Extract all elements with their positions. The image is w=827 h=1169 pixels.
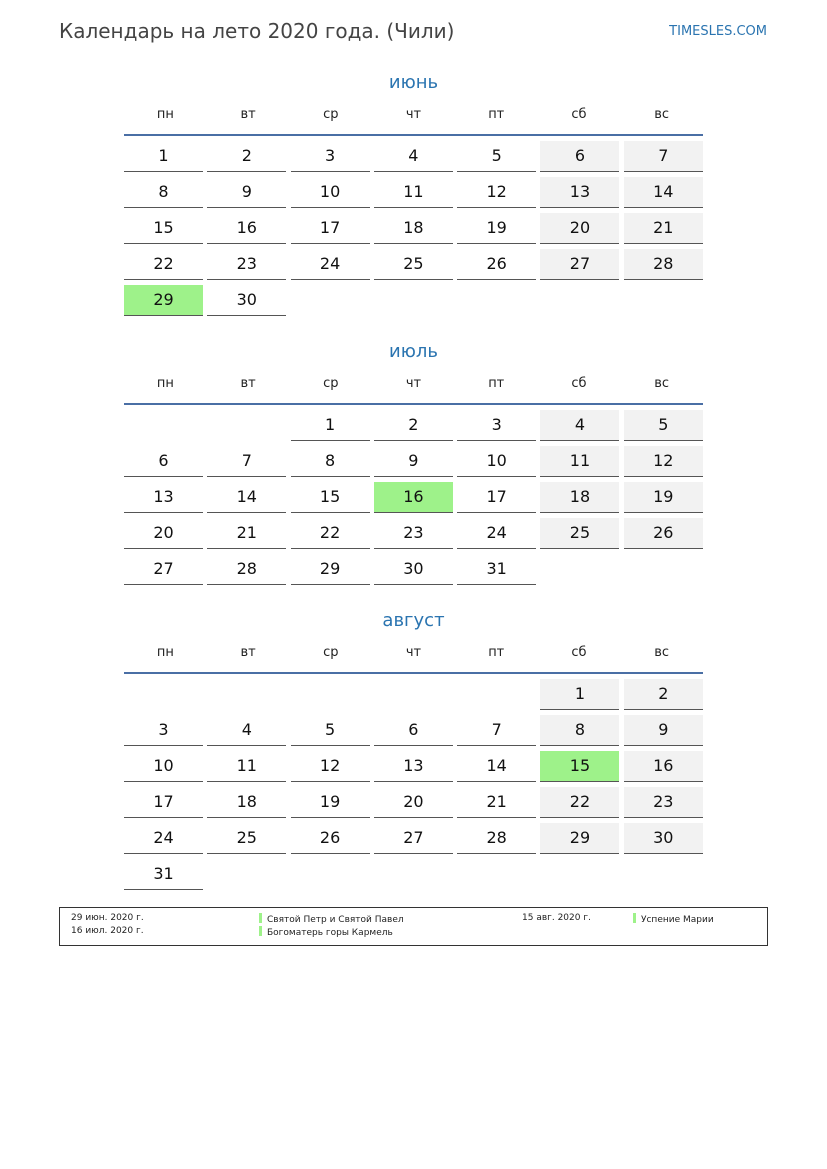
weekday-header <box>124 645 703 661</box>
day-cell: 20 <box>540 213 619 244</box>
day-cell: 15 <box>124 213 203 244</box>
day-cell: 13 <box>374 751 453 782</box>
header-divider <box>124 672 703 674</box>
month-title: июль <box>389 341 438 362</box>
weekday-label: пт <box>488 645 505 660</box>
day-cell: 23 <box>374 518 453 549</box>
day-cell: 10 <box>291 177 370 208</box>
weekday-label: чт <box>405 645 422 660</box>
weekday-label: вт <box>240 645 256 660</box>
day-cell: 16 <box>207 213 286 244</box>
day-cell: 20 <box>374 787 453 818</box>
weekday-label: чт <box>405 376 422 391</box>
day-cell: 2 <box>624 679 703 710</box>
day-cell: 2 <box>374 410 453 441</box>
day-cell: 29 <box>291 554 370 585</box>
holiday-day-cell: 15 <box>540 751 619 782</box>
day-cell: 7 <box>207 446 286 477</box>
day-cell: 6 <box>540 141 619 172</box>
weekday-label: ср <box>323 645 339 660</box>
day-cell: 24 <box>124 823 203 854</box>
legend-holiday <box>259 913 404 925</box>
day-cell: 22 <box>540 787 619 818</box>
day-cell: 5 <box>291 715 370 746</box>
day-cell: 19 <box>457 213 536 244</box>
days-grid <box>124 141 703 321</box>
day-cell: 26 <box>457 249 536 280</box>
days-grid <box>124 679 703 895</box>
day-cell: 19 <box>291 787 370 818</box>
day-cell: 3 <box>124 715 203 746</box>
holiday-day-cell: 29 <box>124 285 203 316</box>
day-cell: 21 <box>457 787 536 818</box>
page-title: Календарь на лето 2020 года. (Чили) <box>59 19 455 43</box>
weekday-label: сб <box>571 107 587 122</box>
weekday-label: чт <box>405 107 422 122</box>
day-cell: 6 <box>124 446 203 477</box>
holiday-marker <box>259 926 262 936</box>
month-title: август <box>382 610 445 631</box>
holiday-day-cell: 16 <box>374 482 453 513</box>
day-cell: 7 <box>624 141 703 172</box>
legend-holiday <box>259 926 393 938</box>
day-cell: 29 <box>540 823 619 854</box>
day-cell: 21 <box>207 518 286 549</box>
legend-holiday-name: Богоматерь горы Кармель <box>267 928 393 938</box>
day-cell: 9 <box>624 715 703 746</box>
empty-cell <box>124 410 203 441</box>
day-cell: 11 <box>374 177 453 208</box>
day-cell: 26 <box>624 518 703 549</box>
empty-cell <box>457 679 536 710</box>
weekday-label: вс <box>654 107 670 122</box>
day-cell: 12 <box>291 751 370 782</box>
day-cell: 26 <box>291 823 370 854</box>
day-cell: 14 <box>624 177 703 208</box>
day-cell: 25 <box>540 518 619 549</box>
day-cell: 25 <box>374 249 453 280</box>
day-cell: 27 <box>374 823 453 854</box>
empty-cell <box>374 679 453 710</box>
empty-cell <box>124 679 203 710</box>
weekday-label: пт <box>488 107 505 122</box>
day-cell: 14 <box>207 482 286 513</box>
day-cell: 17 <box>124 787 203 818</box>
day-cell: 11 <box>540 446 619 477</box>
weekday-header <box>124 376 703 392</box>
weekday-label: ср <box>323 376 339 391</box>
day-cell: 18 <box>207 787 286 818</box>
day-cell: 28 <box>207 554 286 585</box>
day-cell: 10 <box>457 446 536 477</box>
day-cell: 23 <box>207 249 286 280</box>
empty-cell <box>207 410 286 441</box>
day-cell: 27 <box>124 554 203 585</box>
day-cell: 31 <box>124 859 203 890</box>
weekday-label: вт <box>240 376 256 391</box>
day-cell: 22 <box>124 249 203 280</box>
weekday-header <box>124 107 703 123</box>
weekday-label: вс <box>654 645 670 660</box>
legend-holiday <box>633 913 714 925</box>
weekday-label: вс <box>654 376 670 391</box>
day-cell: 28 <box>624 249 703 280</box>
legend-date: 16 июл. 2020 г. <box>71 926 144 936</box>
day-cell: 20 <box>124 518 203 549</box>
day-cell: 3 <box>457 410 536 441</box>
day-cell: 12 <box>624 446 703 477</box>
day-cell: 30 <box>207 285 286 316</box>
day-cell: 19 <box>624 482 703 513</box>
legend-holiday-name: Успение Марии <box>641 915 714 925</box>
day-cell: 31 <box>457 554 536 585</box>
day-cell: 17 <box>291 213 370 244</box>
day-cell: 21 <box>624 213 703 244</box>
day-cell: 28 <box>457 823 536 854</box>
day-cell: 7 <box>457 715 536 746</box>
day-cell: 1 <box>291 410 370 441</box>
day-cell: 13 <box>124 482 203 513</box>
day-cell: 9 <box>207 177 286 208</box>
days-grid <box>124 410 703 590</box>
empty-cell <box>291 679 370 710</box>
weekday-label: сб <box>571 645 587 660</box>
weekday-label: пт <box>488 376 505 391</box>
day-cell: 23 <box>624 787 703 818</box>
day-cell: 6 <box>374 715 453 746</box>
month-title: июнь <box>388 72 439 93</box>
day-cell: 1 <box>540 679 619 710</box>
holiday-legend <box>59 907 768 946</box>
day-cell: 5 <box>624 410 703 441</box>
day-cell: 4 <box>207 715 286 746</box>
holiday-marker <box>633 913 636 923</box>
day-cell: 14 <box>457 751 536 782</box>
day-cell: 5 <box>457 141 536 172</box>
day-cell: 30 <box>374 554 453 585</box>
day-cell: 22 <box>291 518 370 549</box>
weekday-label: ср <box>323 107 339 122</box>
day-cell: 4 <box>540 410 619 441</box>
holiday-marker <box>259 913 262 923</box>
day-cell: 9 <box>374 446 453 477</box>
day-cell: 15 <box>291 482 370 513</box>
day-cell: 8 <box>124 177 203 208</box>
day-cell: 8 <box>291 446 370 477</box>
legend-holiday-name: Святой Петр и Святой Павел <box>267 915 404 925</box>
header-divider <box>124 403 703 405</box>
weekday-label: вт <box>240 107 256 122</box>
day-cell: 10 <box>124 751 203 782</box>
day-cell: 13 <box>540 177 619 208</box>
month-august <box>124 610 703 895</box>
day-cell: 17 <box>457 482 536 513</box>
month-july <box>124 341 703 590</box>
weekday-label: пн <box>156 645 174 660</box>
day-cell: 18 <box>540 482 619 513</box>
legend-date: 15 авг. 2020 г. <box>522 913 591 923</box>
day-cell: 4 <box>374 141 453 172</box>
day-cell: 16 <box>624 751 703 782</box>
day-cell: 2 <box>207 141 286 172</box>
day-cell: 27 <box>540 249 619 280</box>
day-cell: 12 <box>457 177 536 208</box>
month-june <box>124 72 703 321</box>
day-cell: 11 <box>207 751 286 782</box>
day-cell: 25 <box>207 823 286 854</box>
day-cell: 1 <box>124 141 203 172</box>
site-link[interactable]: TIMESLES.COM <box>669 24 767 39</box>
day-cell: 24 <box>457 518 536 549</box>
day-cell: 18 <box>374 213 453 244</box>
header-divider <box>124 134 703 136</box>
day-cell: 3 <box>291 141 370 172</box>
legend-date: 29 июн. 2020 г. <box>71 913 144 923</box>
weekday-label: пн <box>156 107 174 122</box>
empty-cell <box>207 679 286 710</box>
day-cell: 30 <box>624 823 703 854</box>
day-cell: 24 <box>291 249 370 280</box>
weekday-label: сб <box>571 376 587 391</box>
day-cell: 8 <box>540 715 619 746</box>
weekday-label: пн <box>156 376 174 391</box>
